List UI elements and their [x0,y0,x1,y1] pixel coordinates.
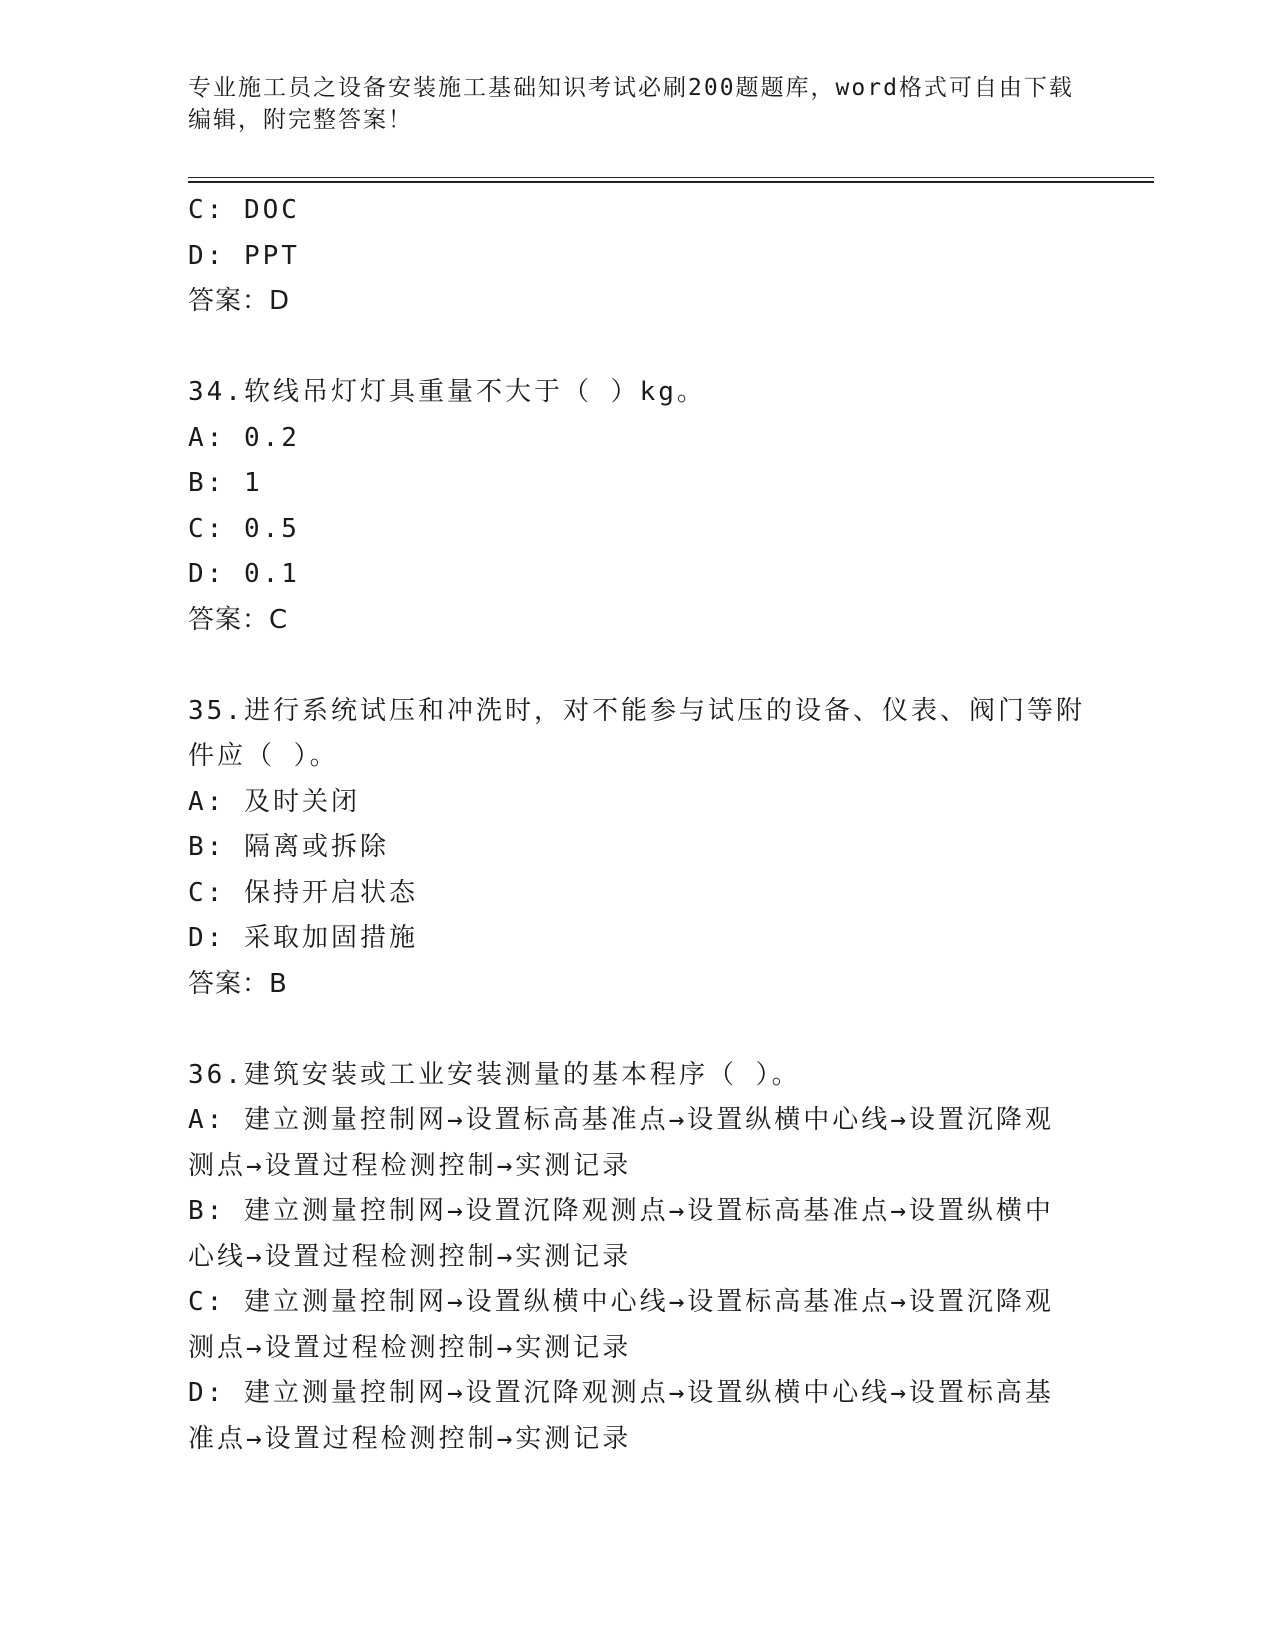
header-line-2: 编辑，附完整答案！ [188,107,413,133]
option-c [188,188,1088,234]
option-label: A: [188,422,226,453]
question-stem: 34.软线吊灯灯具重量不大于（ ）kg。 [188,377,706,407]
header-line-1: 专业施工员之设备安装施工基础知识考试必刷200题题库，word格式可自由下载 [188,75,1074,101]
option-d [188,552,1088,598]
option-a-line-2: 测点→设置过程检测控制→实测记录 [188,1150,632,1181]
question-34 [188,370,1088,643]
option-c [188,507,1088,553]
option-d-line-1: D: 建立测量控制网→设置沉降观测点→设置纵横中心线→设置标高基 [188,1378,1054,1408]
option-a-line-1: A: 建立测量控制网→设置标高基准点→设置纵横中心线→设置沉降观 [188,1105,1054,1135]
option-text: 保持开启状态 [243,877,418,908]
option-label: C: [188,877,226,908]
option-label: C: [188,513,226,544]
option-b [188,461,1088,507]
question-35 [188,689,1088,1008]
answer: 答案：B [188,968,288,999]
option-text: 隔离或拆除 [243,832,389,862]
option-a [188,780,1088,826]
question-stem-line-2: 件应（ ）。 [188,741,339,771]
question-stem: 36.建筑安装或工业安装测量的基本程序（ ）。 [188,1059,801,1090]
header-divider-bottom [188,181,1154,183]
option-text: DOC [243,195,300,225]
question-stem-line-1: 35.进行系统试压和冲洗时，对不能参与试压的设备、仪表、阀门等附 [188,695,1085,726]
spacer [188,643,1088,689]
option-text: 采取加固措施 [243,923,418,953]
option-a [188,416,1088,462]
option-d [188,234,1088,280]
option-text: 0.1 [243,559,300,589]
option-text: PPT [243,240,300,271]
option-text: 0.5 [243,513,300,544]
option-label: A: [188,786,226,817]
answer: 答案：D [188,286,291,316]
option-b-line-1: B: 建立测量控制网→设置沉降观测点→设置标高基准点→设置纵横中 [188,1196,1054,1226]
option-c [188,871,1088,917]
question-33-tail [188,188,1088,325]
answer: 答案：C [188,604,289,635]
option-text: 0.2 [243,422,300,453]
header-divider-top [188,177,1154,178]
spacer [188,1007,1088,1053]
option-d [188,916,1088,962]
spacer [188,325,1088,371]
document-body [188,188,1088,1462]
question-36 [188,1053,1088,1463]
option-text: 1 [243,468,263,498]
option-b-line-2: 心线→设置过程检测控制→实测记录 [188,1241,632,1272]
option-label: B: [188,468,226,498]
option-c-line-1: C: 建立测量控制网→设置纵横中心线→设置标高基准点→设置沉降观 [188,1287,1054,1317]
option-label: D: [188,559,226,589]
option-b [188,825,1088,871]
option-label: D: [188,240,226,271]
option-label: C: [188,195,226,225]
option-d-line-2: 准点→设置过程检测控制→实测记录 [188,1423,632,1454]
option-label: B: [188,832,226,862]
option-c-line-2: 测点→设置过程检测控制→实测记录 [188,1332,632,1363]
option-text: 及时关闭 [243,786,360,817]
option-label: D: [188,923,226,953]
document-header [188,72,1088,136]
